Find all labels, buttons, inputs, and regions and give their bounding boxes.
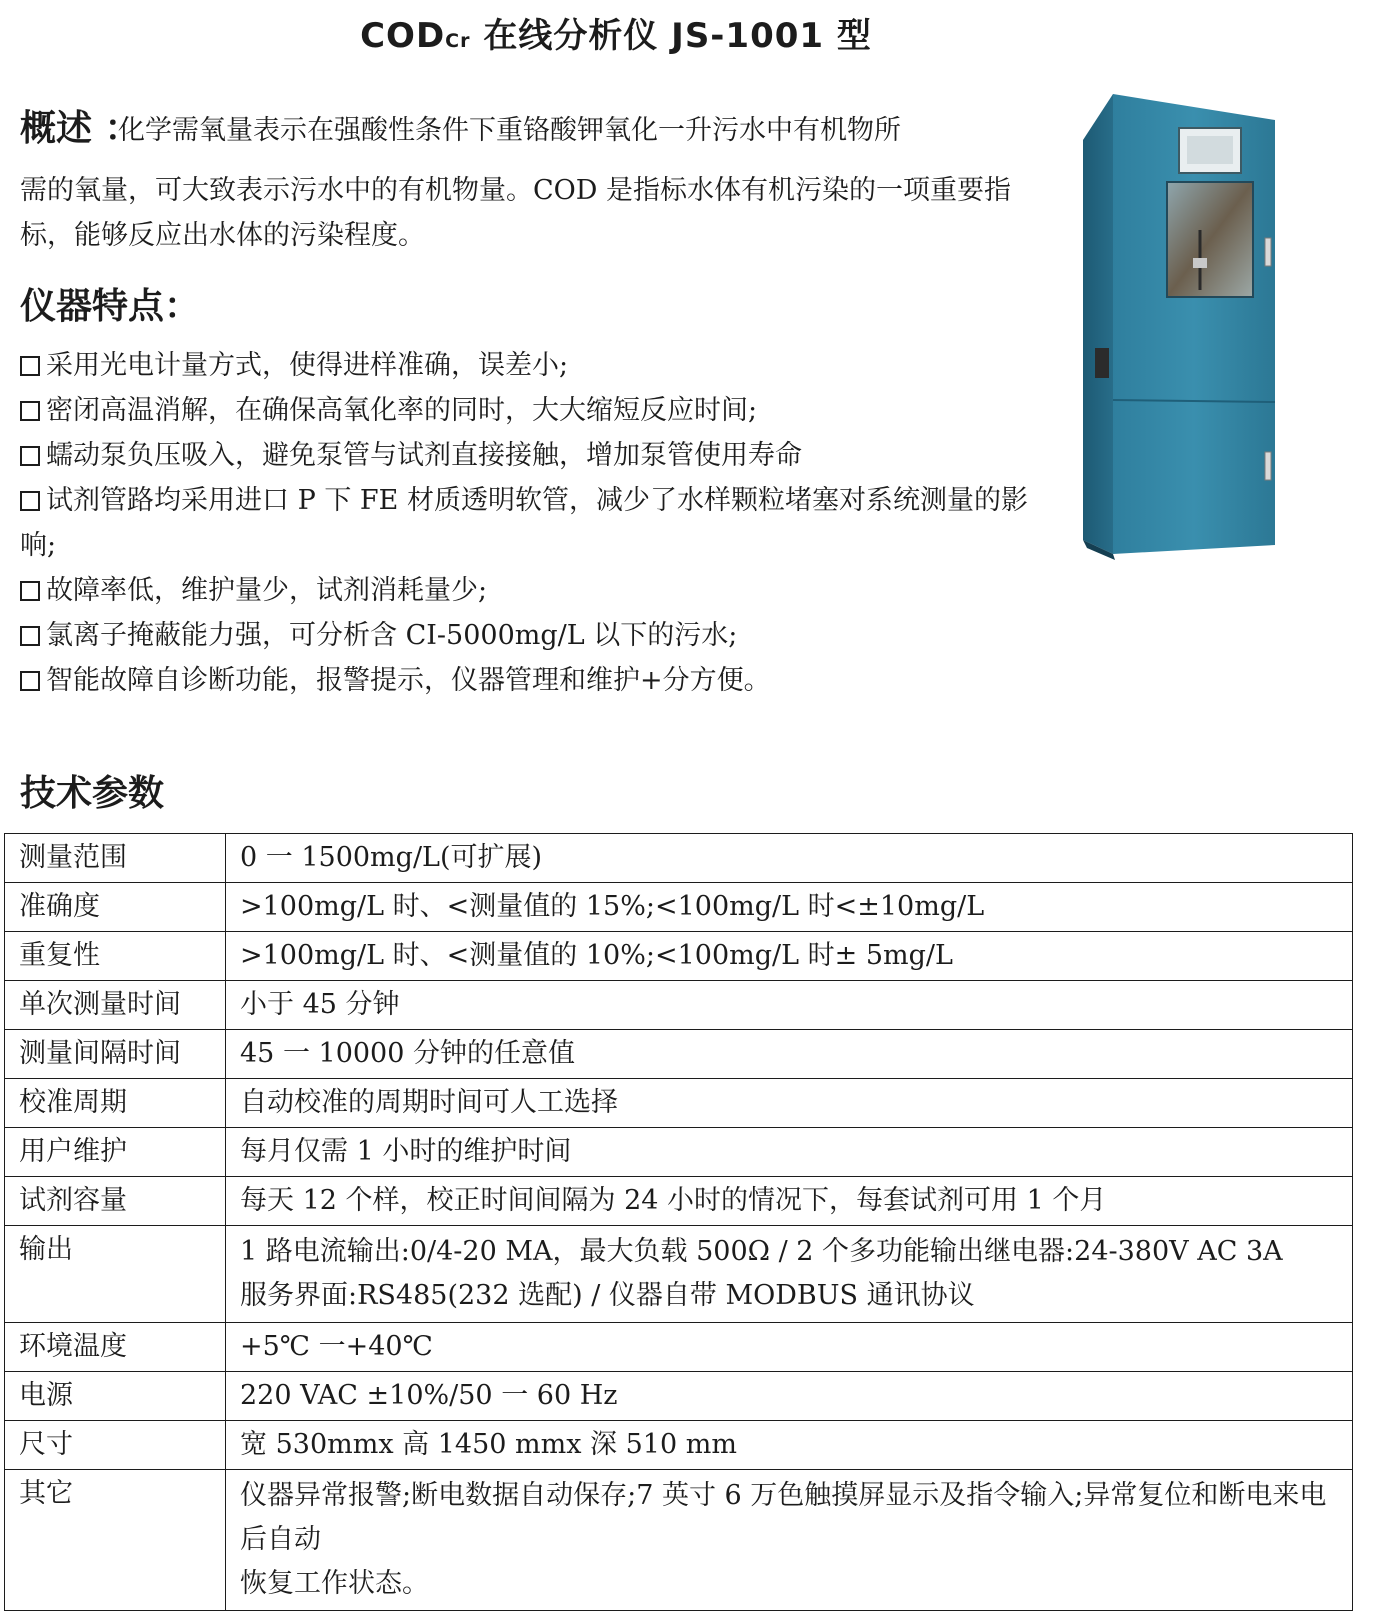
- spec-value-line: 仪器异常报警;断电数据自动保存;7 英寸 6 万色触摸屏显示及指令输入;异常复位和断电来电后自动: [240, 1480, 1327, 1555]
- feature-item: [20, 433, 1050, 478]
- checkbox-icon: [20, 491, 40, 511]
- overview-text-rest: 需的氧量，可大致表示污水中的有机物量。COD 是指标水体有机污染的一项重要指标，能够反应出水体的污染程度。: [20, 175, 1012, 251]
- page-title: [0, 8, 1232, 57]
- spec-key: 测量范围: [5, 834, 226, 883]
- spec-key: 其它: [5, 1470, 226, 1611]
- table-row: [5, 1470, 1353, 1611]
- analyzer-cabinet-image: [1075, 90, 1290, 585]
- overview-text-line1: 化学需氧量表示在强酸性条件下重铬酸钾氧化一升污水中有机物所: [118, 115, 901, 146]
- spec-value: 小于 45 分钟: [226, 981, 1353, 1030]
- title-subscript: Cr: [445, 30, 471, 52]
- feature-item: [20, 388, 1050, 433]
- spec-key: 重复性: [5, 932, 226, 981]
- checkbox-icon: [20, 356, 40, 376]
- checkbox-icon: [20, 581, 40, 601]
- spec-value-line: 1 路电流输出:0/4-20 MA，最大负载 500Ω / 2 个多功能输出继电器:24-380V AC 3A: [240, 1236, 1283, 1267]
- specs-heading: 技术参数: [20, 773, 165, 814]
- feature-item: [20, 568, 1050, 613]
- spec-value: 每月仅需 1 小时的维护时间: [226, 1128, 1353, 1177]
- spec-key: 单次测量时间: [5, 981, 226, 1030]
- spec-key: 试剂容量: [5, 1177, 226, 1226]
- features-heading: 仪器特点：: [20, 286, 201, 327]
- features-list: [20, 343, 1050, 703]
- overview-heading: 概述 ：: [20, 108, 141, 149]
- table-row: [5, 1128, 1353, 1177]
- spec-key: 用户维护: [5, 1128, 226, 1177]
- table-row: [5, 1323, 1353, 1372]
- table-row: [5, 1079, 1353, 1128]
- spec-key: 输出: [5, 1226, 226, 1323]
- spec-value: 45 一 10000 分钟的任意值: [226, 1030, 1353, 1079]
- spec-value: 宽 530mmx 高 1450 mmx 深 510 mm: [226, 1421, 1353, 1470]
- spec-value: 每天 12 个样，校正时间间隔为 24 小时的情况下，每套试剂可用 1 个月: [226, 1177, 1353, 1226]
- title-prefix: COD: [360, 16, 446, 56]
- table-row: [5, 1421, 1353, 1470]
- table-row: [5, 834, 1353, 883]
- table-row: [5, 981, 1353, 1030]
- spec-value: >100mg/L 时、<测量值的 10%;<100mg/L 时± 5mg/L: [226, 932, 1353, 981]
- table-row: [5, 932, 1353, 981]
- table-row: [5, 883, 1353, 932]
- spec-key: 测量间隔时间: [5, 1030, 226, 1079]
- table-row: [5, 1030, 1353, 1079]
- feature-text: 智能故障自诊断功能，报警提示，仪器管理和维护+分方便。: [46, 665, 771, 696]
- checkbox-icon: [20, 626, 40, 646]
- spec-value: +5℃ 一+40℃: [226, 1323, 1353, 1372]
- spec-key: 环境温度: [5, 1323, 226, 1372]
- feature-text: 密闭高温消解，在确保高氧化率的同时，大大缩短反应时间;: [46, 395, 758, 426]
- spec-value: 0 一 1500mg/L(可扩展): [226, 834, 1353, 883]
- spec-value: 220 VAC ±10%/50 一 60 Hz: [226, 1372, 1353, 1421]
- feature-item: [20, 613, 1050, 658]
- spec-value: [226, 1470, 1353, 1611]
- spec-key: 尺寸: [5, 1421, 226, 1470]
- checkbox-icon: [20, 446, 40, 466]
- spec-value: >100mg/L 时、<测量值的 15%;<100mg/L 时<±10mg/L: [226, 883, 1353, 932]
- spec-key: 电源: [5, 1372, 226, 1421]
- feature-text: 采用光电计量方式，使得进样准确，误差小;: [46, 350, 569, 381]
- feature-text: 蠕动泵负压吸入，避免泵管与试剂直接接触，增加泵管使用寿命: [46, 440, 802, 471]
- title-rest: 在线分析仪 JS-1001 型: [470, 16, 872, 56]
- feature-item: [20, 478, 1050, 568]
- table-row: [5, 1226, 1353, 1323]
- feature-text: 故障率低，维护量少，试剂消耗量少;: [46, 575, 488, 606]
- spec-value: 自动校准的周期时间可人工选择: [226, 1079, 1353, 1128]
- feature-text: 试剂管路均采用进口 P 下 FE 材质透明软管，减少了水样颗粒堵塞对系统测量的影响;: [20, 485, 1028, 561]
- feature-item: [20, 658, 1050, 703]
- spec-key: 准确度: [5, 883, 226, 932]
- table-row: [5, 1372, 1353, 1421]
- feature-item: [20, 343, 1050, 388]
- checkbox-icon: [20, 401, 40, 421]
- table-row: [5, 1177, 1353, 1226]
- spec-value-line: 恢复工作状态。: [240, 1568, 429, 1599]
- feature-text: 氯离子掩蔽能力强，可分析含 CI-5000mg/L 以下的污水;: [46, 620, 738, 651]
- spec-value: [226, 1226, 1353, 1323]
- checkbox-icon: [20, 671, 40, 691]
- spec-key: 校准周期: [5, 1079, 226, 1128]
- specs-table: [4, 833, 1353, 1611]
- spec-value-line: 服务界面:RS485(232 选配) / 仪器自带 MODBUS 通讯协议: [240, 1280, 975, 1311]
